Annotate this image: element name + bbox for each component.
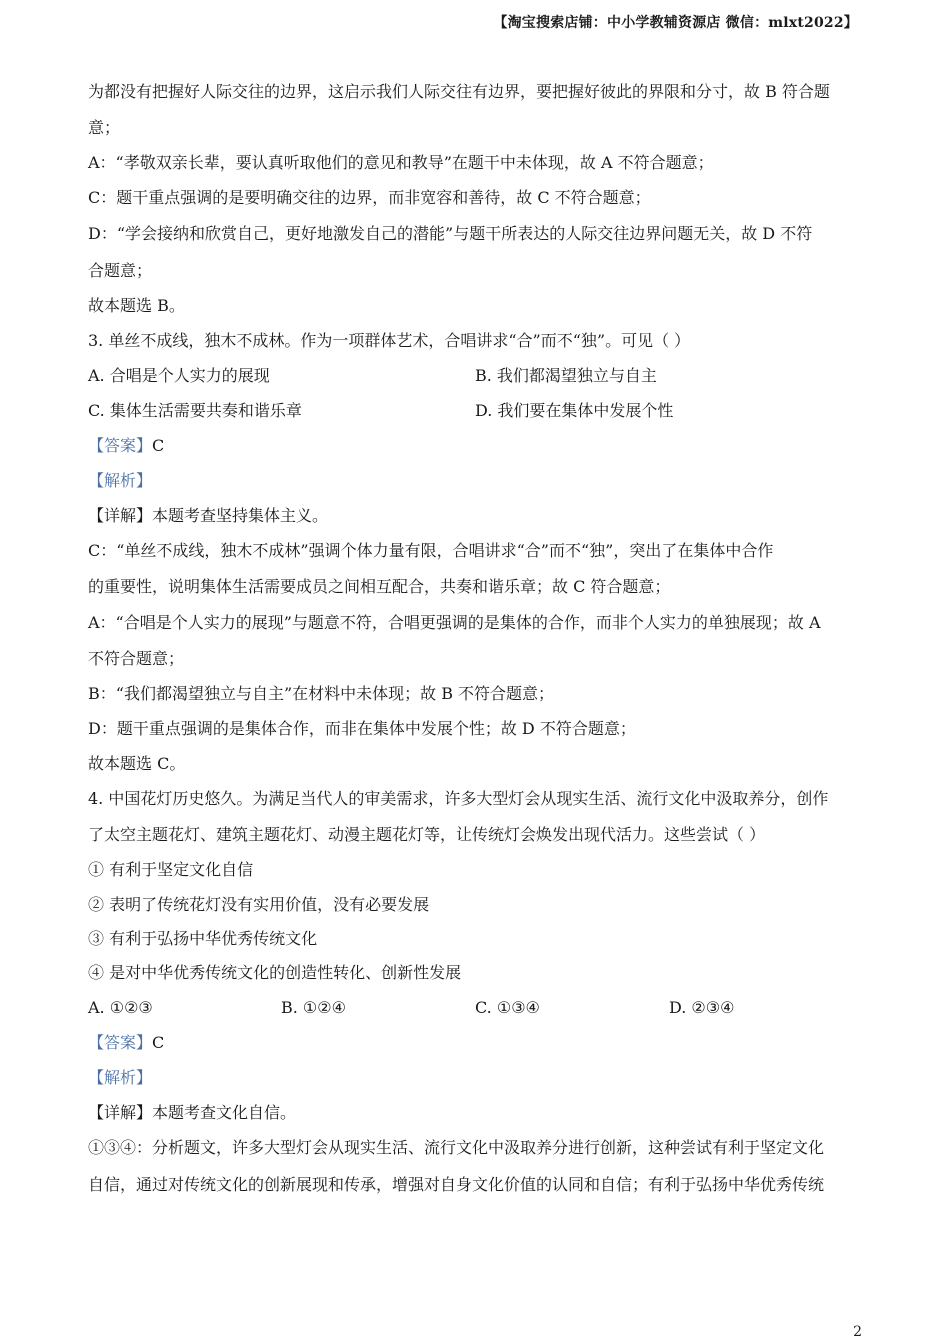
text-line: ①③④：分析题文，许多大型灯会从现实生活、流行文化中汲取养分进行创新，这种尝试有利于坚定文化 [88, 1138, 825, 1157]
text-line: C：“单丝不成线，独木不成林”强调个体力量有限，合唱讲求“合”而不“独”，突出了在集体中合作 [88, 541, 774, 560]
question-4-statement: ② 表明了传统花灯没有实用价值，没有必要发展 [88, 895, 430, 914]
text-line: A：“孝敬双亲长辈，要认真听取他们的意见和教导”在题干中未体现，故 A 不符合题意； [88, 153, 714, 172]
text-line: 为都没有把握好人际交往的边界，这启示我们人际交往有边界，要把握好彼此的界限和分寸，故 B 符合题 [88, 82, 830, 101]
question-4-option-b: B. ①②④ [281, 998, 346, 1017]
question-3-option-d: D. 我们要在集体中发展个性 [475, 401, 674, 420]
text-line: C：题干重点强调的是要明确交往的边界，而非宽容和善待，故 C 不符合题意； [88, 188, 651, 207]
question-4-stem: 4. 中国花灯历史悠久。为满足当代人的审美需求，许多大型灯会从现实生活、流行文化中汲取养分，创作 [88, 789, 829, 808]
question-3-detail: 【详解】本题考查坚持集体主义。 [88, 506, 329, 525]
answer-value: C [152, 1033, 165, 1052]
question-4-stem: 了太空主题花灯、建筑主题花灯、动漫主题花灯等，让传统灯会焕发出现代活力。这些尝试（ ） [88, 825, 766, 844]
question-3-option-a: A. 合唱是个人实力的展现 [88, 366, 270, 385]
question-4-option-c: C. ①③④ [475, 998, 540, 1017]
question-3-stem: 3. 单丝不成线，独木不成林。作为一项群体艺术，合唱讲求“合”而不“独”。可见（ ） [88, 331, 691, 350]
question-3-option-b: B. 我们都渴望独立与自主 [475, 366, 657, 385]
text-line: 合题意； [88, 261, 153, 280]
text-line: D：题干重点强调的是集体合作，而非在集体中发展个性；故 D 不符合题意； [88, 719, 636, 738]
question-4-statement: ① 有利于坚定文化自信 [88, 860, 254, 879]
text-line: A：“合唱是个人实力的展现”与题意不符，合唱更强调的是集体的合作，而非个人实力的单独展现；故 A [88, 613, 821, 632]
question-4-statement: ④ 是对中华优秀传统文化的创造性转化、创新性发展 [88, 963, 462, 982]
question-3-analysis-tag: 【解析】 [88, 471, 153, 490]
text-line: 意； [88, 118, 121, 137]
question-4-statement: ③ 有利于弘扬中华优秀传统文化 [88, 929, 318, 948]
question-3-option-c: C. 集体生活需要共奏和谐乐章 [88, 401, 302, 420]
text-line: 不符合题意； [88, 649, 185, 668]
text-line: 故本题选 C。 [88, 754, 186, 773]
text-line: 故本题选 B。 [88, 296, 185, 315]
text-line: 的重要性，说明集体生活需要成员之间相互配合，共奏和谐乐章；故 C 符合题意； [88, 577, 671, 596]
answer-value: C [152, 436, 165, 455]
question-4-option-a: A. ①②③ [88, 998, 153, 1017]
question-4-answer [88, 1033, 164, 1053]
question-3-answer [88, 436, 164, 456]
text-line: 自信，通过对传统文化的创新展现和传承，增强对自身文化价值的认同和自信；有利于弘扬中华优秀传统 [88, 1175, 825, 1194]
text-line: D：“学会接纳和欣赏自己，更好地激发自己的潜能”与题干所表达的人际交往边界问题无关，故 D 不符 [88, 224, 813, 243]
text-line: B：“我们都渴望独立与自主”在材料中未体现；故 B 不符合题意； [88, 684, 555, 703]
page-number: 2 [853, 1324, 862, 1340]
answer-tag: 【答案】 [88, 436, 153, 455]
answer-tag: 【答案】 [88, 1033, 153, 1052]
question-4-analysis-tag: 【解析】 [88, 1068, 153, 1087]
question-4-option-d: D. ②③④ [669, 998, 735, 1017]
page-header: 【淘宝搜索店铺：中小学教辅资源店 微信：mlxt2022】 [493, 15, 858, 31]
question-4-detail: 【详解】本题考查文化自信。 [88, 1103, 297, 1122]
